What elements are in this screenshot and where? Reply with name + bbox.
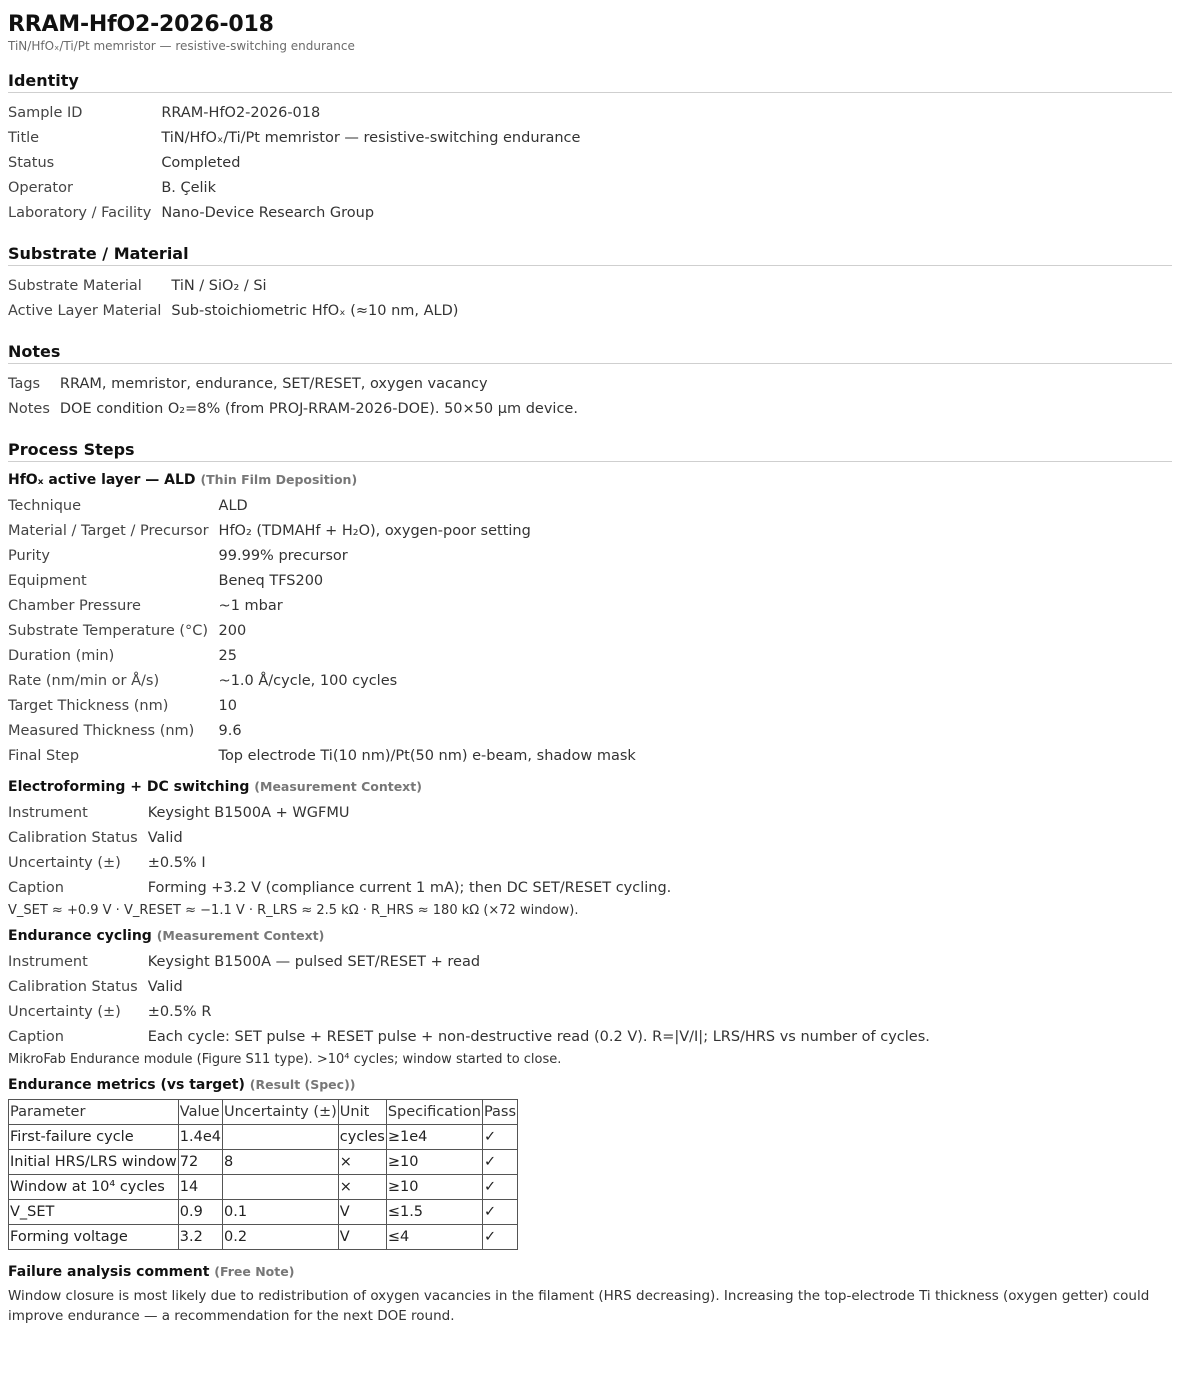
step-title-endurance [8, 928, 1172, 944]
field-label: Operator [8, 180, 73, 196]
field-value: ±0.5% I [147, 855, 206, 871]
field-value: 200 [218, 623, 247, 639]
field-label: Tags [8, 376, 41, 392]
col-header: Parameter [9, 1100, 179, 1125]
field-value: HfO₂ (TDMAHf + H₂O), oxygen-poor setting [218, 523, 531, 539]
step-category: (Free Note) [214, 1264, 295, 1279]
process-section [8, 440, 1172, 1326]
substrate-heading: Substrate / Material [8, 244, 1172, 266]
identity-row [8, 201, 590, 226]
field-value: RRAM, memristor, endurance, SET/RESET, oxygen vacancy [59, 376, 488, 392]
step-endurance-table [8, 950, 940, 1050]
pass-check-icon: ✓ [482, 1200, 517, 1225]
step-title-failure-analysis [8, 1264, 1172, 1280]
step-row [8, 619, 646, 644]
step-name: Failure analysis comment [8, 1264, 210, 1280]
identity-table [8, 101, 590, 226]
identity-row [8, 101, 590, 126]
field-value: 99.99% precursor [218, 548, 348, 564]
identity-section [8, 71, 1172, 226]
identity-row [8, 151, 590, 176]
col-header: Pass [482, 1100, 517, 1125]
field-value: Valid [147, 830, 183, 846]
table-cell: Forming voltage [9, 1225, 179, 1250]
col-header: Uncertainty (±) [223, 1100, 339, 1125]
process-heading: Process Steps [8, 440, 1172, 462]
field-value: ~1.0 Å/cycle, 100 cycles [218, 673, 398, 689]
table-cell: ≥10 [386, 1175, 482, 1200]
table-cell: ≥10 [386, 1150, 482, 1175]
table-cell: ≤4 [386, 1225, 482, 1250]
field-value: B. Çelik [161, 180, 216, 196]
pass-check-icon: ✓ [482, 1175, 517, 1200]
table-row [9, 1225, 518, 1250]
step-electroforming-table [8, 801, 681, 901]
metrics-table [8, 1099, 518, 1250]
step-title-electroforming [8, 779, 1172, 795]
field-label: Equipment [8, 573, 87, 589]
identity-row [8, 176, 590, 201]
field-label: Technique [8, 498, 82, 514]
field-value: Beneq TFS200 [218, 573, 324, 589]
field-value: DOE condition O₂=8% (from PROJ-RRAM-2026-DOE). 50×50 µm device. [59, 401, 578, 417]
table-cell: 3.2 [178, 1225, 222, 1250]
field-label: Uncertainty (±) [8, 1004, 121, 1020]
field-label: Final Step [8, 748, 80, 764]
page-title: RRAM-HfO2-2026-018 [8, 12, 274, 37]
field-value: Forming +3.2 V (compliance current 1 mA); then DC SET/RESET cycling. [147, 880, 672, 896]
col-header: Unit [338, 1100, 386, 1125]
field-value: 9.6 [218, 723, 242, 739]
table-cell: 1.4e4 [178, 1125, 222, 1150]
field-value: Keysight B1500A — pulsed SET/RESET + read [147, 954, 481, 970]
field-label: Material / Target / Precursor [8, 523, 209, 539]
step-title-ald [8, 472, 1172, 488]
table-cell: Window at 10⁴ cycles [9, 1175, 179, 1200]
table-cell [223, 1175, 339, 1200]
table-cell: 0.2 [223, 1225, 339, 1250]
field-value: TiN / SiO₂ / Si [171, 278, 267, 294]
step-endurance-extra: MikroFab Endurance module (Figure S11 type). >10⁴ cycles; window started to close. [8, 1052, 562, 1067]
field-value: Each cycle: SET pulse + RESET pulse + non-destructive read (0.2 V). R=|V/I|; LRS/HRS vs number of cycles. [147, 1029, 930, 1045]
notes-heading: Notes [8, 342, 1172, 364]
substrate-row [8, 274, 468, 299]
field-label: Substrate Temperature (°C) [8, 623, 209, 639]
pass-check-icon: ✓ [482, 1150, 517, 1175]
failure-analysis-text: Window closure is most likely due to redistribution of oxygen vacancies in the filament (HRS decreasing). Increasing the top-electrode Ti thickness (oxygen getter) could improve endurance — a recommendation for the next DOE round. [8, 1288, 1150, 1324]
field-value: ±0.5% R [147, 1004, 212, 1020]
step-row [8, 494, 646, 519]
field-label: Sample ID [8, 105, 83, 121]
table-row [9, 1175, 518, 1200]
step-row [8, 544, 646, 569]
field-label: Target Thickness (nm) [8, 698, 169, 714]
field-label: Substrate Material [8, 278, 142, 294]
field-value: Valid [147, 979, 183, 995]
field-value: 10 [218, 698, 237, 714]
table-row [9, 1125, 518, 1150]
field-label: Notes [8, 401, 50, 417]
field-value: Keysight B1500A + WGFMU [147, 805, 350, 821]
table-row [9, 1150, 518, 1175]
step-category: (Thin Film Deposition) [200, 472, 358, 487]
step-name: Electroforming + DC switching [8, 779, 250, 795]
field-value: ALD [218, 498, 248, 514]
step-row [8, 644, 646, 669]
table-cell: × [338, 1150, 386, 1175]
pass-check-icon: ✓ [482, 1125, 517, 1150]
table-row [9, 1200, 518, 1225]
field-value: RRAM-HfO2-2026-018 [161, 105, 321, 121]
field-label: Measured Thickness (nm) [8, 723, 195, 739]
step-row [8, 826, 681, 851]
field-label: Active Layer Material [8, 303, 162, 319]
field-value: Top electrode Ti(10 nm)/Pt(50 nm) e-beam, shadow mask [218, 748, 636, 764]
metrics-header-row [9, 1100, 518, 1125]
step-row [8, 876, 681, 901]
field-label: Chamber Pressure [8, 598, 141, 614]
substrate-table [8, 274, 468, 324]
identity-row [8, 126, 590, 151]
page-subtitle: TiN/HfOₓ/Ti/Pt memristor — resistive-switching endurance [8, 39, 355, 53]
step-name: HfOₓ active layer — ALD [8, 472, 196, 488]
field-value: Nano-Device Research Group [161, 205, 375, 221]
step-electroforming-extra: V_SET ≈ +0.9 V · V_RESET ≈ −1.1 V · R_LRS ≈ 2.5 kΩ · R_HRS ≈ 180 kΩ (×72 window). [8, 903, 579, 918]
substrate-section [8, 244, 1172, 324]
step-row [8, 950, 940, 975]
field-label: Uncertainty (±) [8, 855, 121, 871]
field-value: Sub-stoichiometric HfOₓ (≈10 nm, ALD) [171, 303, 459, 319]
table-cell: Initial HRS/LRS window [9, 1150, 179, 1175]
notes-section [8, 342, 1172, 422]
field-label: Calibration Status [8, 830, 138, 846]
step-row [8, 569, 646, 594]
step-ald-table [8, 494, 646, 769]
step-row [8, 694, 646, 719]
notes-row [8, 397, 588, 422]
col-header: Specification [386, 1100, 482, 1125]
field-label: Calibration Status [8, 979, 138, 995]
step-row [8, 1025, 940, 1050]
step-category: (Measurement Context) [254, 779, 422, 794]
field-label: Status [8, 155, 55, 171]
step-row [8, 594, 646, 619]
identity-heading: Identity [8, 71, 1172, 93]
step-row [8, 719, 646, 744]
substrate-row [8, 299, 468, 324]
step-row [8, 801, 681, 826]
field-label: Instrument [8, 805, 88, 821]
table-cell: 14 [178, 1175, 222, 1200]
step-title-metrics [8, 1077, 1172, 1093]
table-cell [223, 1125, 339, 1150]
step-category: (Result (Spec)) [249, 1077, 356, 1092]
table-cell: V [338, 1225, 386, 1250]
field-label: Title [8, 130, 40, 146]
field-value: ~1 mbar [218, 598, 283, 614]
table-cell: First-failure cycle [9, 1125, 179, 1150]
field-value: Completed [161, 155, 241, 171]
field-label: Purity [8, 548, 50, 564]
col-header: Value [178, 1100, 222, 1125]
notes-table [8, 372, 588, 422]
step-row [8, 975, 940, 1000]
notes-row [8, 372, 588, 397]
step-category: (Measurement Context) [156, 928, 325, 943]
step-name: Endurance metrics (vs target) [8, 1077, 245, 1093]
field-label: Rate (nm/min or Å/s) [8, 673, 160, 689]
table-cell: cycles [338, 1125, 386, 1150]
step-row [8, 669, 646, 694]
table-cell: V_SET [9, 1200, 179, 1225]
table-cell: V [338, 1200, 386, 1225]
table-cell: × [338, 1175, 386, 1200]
field-value: TiN/HfOₓ/Ti/Pt memristor — resistive-switching endurance [161, 130, 581, 146]
field-label: Caption [8, 880, 64, 896]
table-cell: 72 [178, 1150, 222, 1175]
step-row [8, 1000, 940, 1025]
table-cell: 8 [223, 1150, 339, 1175]
table-cell: 0.9 [178, 1200, 222, 1225]
field-label: Instrument [8, 954, 88, 970]
step-row [8, 744, 646, 769]
field-label: Laboratory / Facility [8, 205, 152, 221]
step-row [8, 851, 681, 876]
table-cell: ≥1e4 [386, 1125, 482, 1150]
field-label: Caption [8, 1029, 64, 1045]
table-cell: ≤1.5 [386, 1200, 482, 1225]
step-row [8, 519, 646, 544]
step-name: Endurance cycling [8, 928, 152, 944]
pass-check-icon: ✓ [482, 1225, 517, 1250]
table-cell: 0.1 [223, 1200, 339, 1225]
field-value: 25 [218, 648, 237, 664]
field-label: Duration (min) [8, 648, 115, 664]
